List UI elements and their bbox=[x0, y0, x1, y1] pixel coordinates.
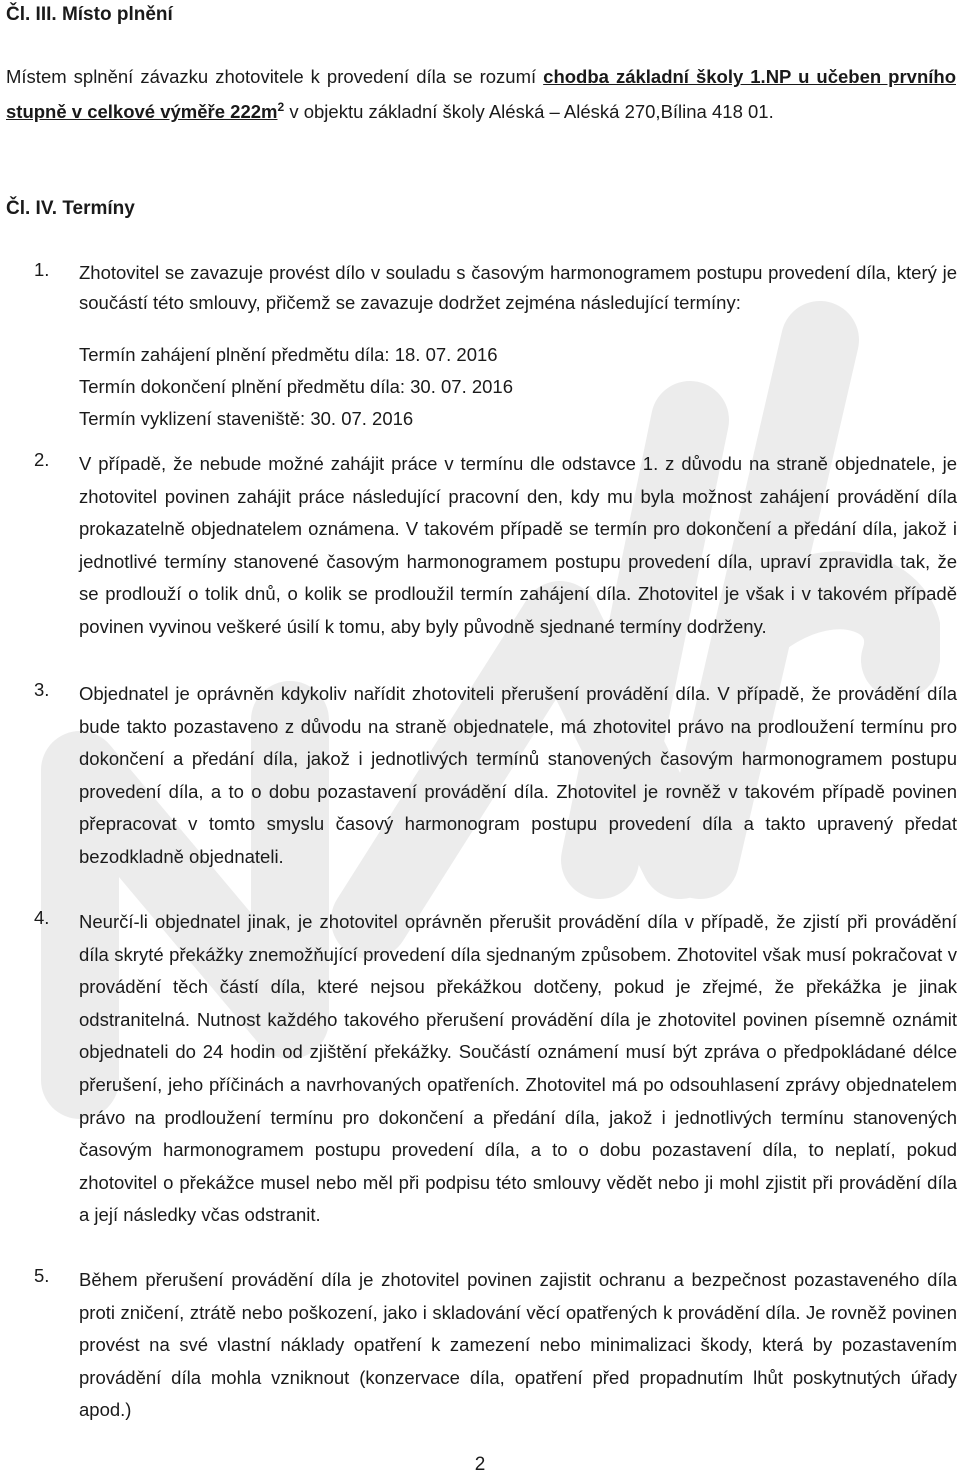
page-number: 2 bbox=[474, 1454, 486, 1475]
misto-plneni-paragraph bbox=[6, 62, 956, 127]
item-number-4: 4. bbox=[34, 907, 50, 928]
date-vyklizeni: Termín vyklizení staveniště: 30. 07. 2016 bbox=[79, 408, 414, 429]
section-heading-misto-plneni: Čl. III. Místo plnění bbox=[6, 4, 173, 25]
item-number-5: 5. bbox=[34, 1265, 50, 1286]
misto-plneni-text-a: Místem splnění závazku zhotovitele k provedení díla se rozumí bbox=[6, 66, 544, 87]
misto-plneni-text-b: v objektu základní školy Aléská – Aléská 270,Bílina 418 01. bbox=[284, 101, 774, 123]
item-1-text: Zhotovitel se zavazuje provést dílo v souladu s časovým harmonogramem postupu provedení díla, který je součástí této smlouvy, přičemž se zavazuje dodržet zejména následující termíny: bbox=[79, 262, 957, 313]
item-number-1: 1. bbox=[34, 259, 50, 280]
item-3-text: Objednatel je oprávněn kdykoliv nařídit zhotoviteli přerušení provádění díla. V případě, že provádění díla bude takto pozastaveno z důvodu na straně objednatele, má zhotovitel právo na prodloužení termínu pro dokončení a předání díla, jakož i jednotlivých termínů stanovených časovým harmonogramem postupu provedení díla, a to o dobu pozastavení provádění díla. Zhotovitel je rovněž v takovém případě povinen přepracovat v tomto smyslu časový harmonogram postupu provedení díla a takto upravený předat bezodkladně objednateli. bbox=[79, 683, 957, 867]
date-zahajeni: Termín zahájení plnění předmětu díla: 18. 07. 2016 bbox=[79, 344, 498, 365]
item-4-text: Neurčí-li objednatel jinak, je zhotovitel oprávněn přerušit provádění díla v případě, že zjistí při provádění díla skryté překážky znemožňující provedení díla sjednaným způsobem. Zhotovitel však musí pokračovat v provádění těch částí díla, které nejsou překážkou dotčeny, pokud je zřejmé, že překážka je jinak odstranitelná. Nutnost každého takového přerušení provádění díla je zhotovitel povinen písemně oznámit objednateli do 24 hodin od zjištění překážky. Součástí oznámení musí být zpráva o předpokládané délce přerušení, jeho příčinách a navrhovaných opatřeních. Zhotovitel má po odsouhlasení zprávy objednatelem právo na prodloužení termínu pro dokončení a předání díla, jakož i jednotlivých termínu stanovených časovým harmonogramem postupu provedení díla, a to o dobu pozastavení díla, to neplatí, pokud zhotovitel o překážce musel nebo měl při podpisu této smlouvy vědět nebo ji mohl zjistit při provádění díla a její následky včas odstranit. bbox=[79, 911, 957, 1226]
item-5-text: Během přerušení provádění díla je zhotovitel povinen zajistit ochranu a bezpečnost pozastaveného díla proti zničení, ztrátě nebo poškození, jako i skladování věcí opatřených k provádění díla. Je rovněž povinen provést na své vlastní náklady opatření k zamezení nebo minimalizaci škody, která by pozastavením provádění díla mohla vzniknout (konzervace díla, opatření před propadnutím lhůt poskytnutých úřady apod.) bbox=[79, 1269, 957, 1421]
item-2-text: V případě, že nebude možné zahájit práce v termínu dle odstavce 1. z důvodu na straně objednatele, je zhotovitel povinen zahájit práce následující pracovní den, kdy mu byla možnost zahájení provádění díla prokazatelně objednatelem oznámena. V takovém případě se termín pro dokončení a předání díla, jakož i jednotlivé termíny stanovené časovým harmonogramem postupu provedení díla, upraví zpravidla tak, že se prodlouží o tolik dnů, o kolik se prodloužil termín zahájení díla. Zhotovitel je však i v takovém případě povinen vyvinou veškeré úsilí k tomu, aby byly původně sjednané termíny dodrženy. bbox=[79, 453, 957, 637]
date-dokonceni: Termín dokončení plnění předmětu díla: 30. 07. 2016 bbox=[79, 376, 514, 397]
item-number-2: 2. bbox=[34, 449, 50, 470]
item-number-3: 3. bbox=[34, 679, 50, 700]
section-heading-terminy: Čl. IV. Termíny bbox=[6, 198, 135, 219]
superscript-2: 2 bbox=[277, 100, 285, 114]
misto-plneni-highlight: chodba základní školy 1.NP u učeben prvního stupně v celkové výměře 222m bbox=[6, 66, 956, 123]
